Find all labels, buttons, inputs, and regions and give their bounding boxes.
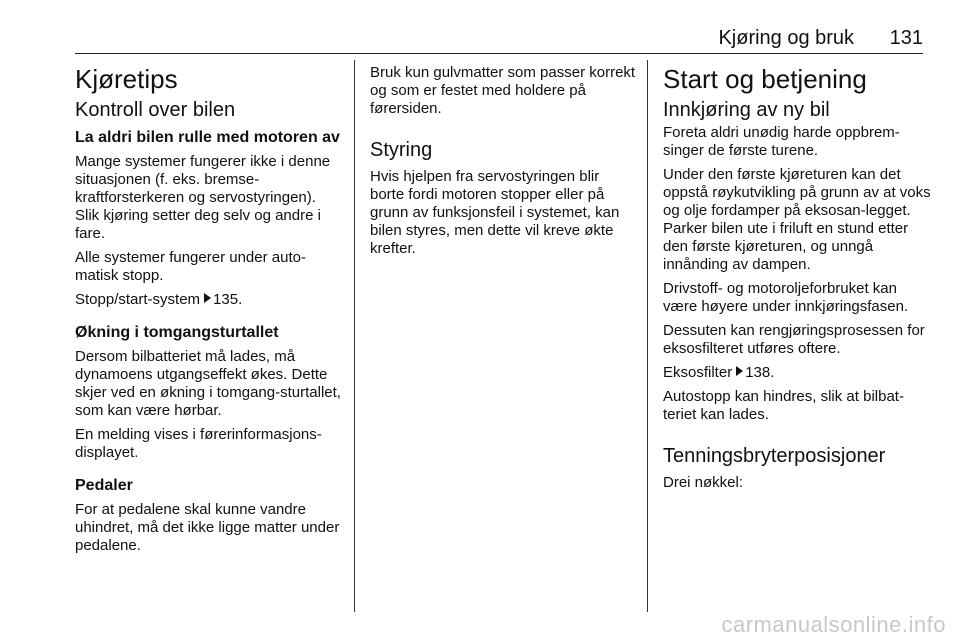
paragraph: En melding vises i førerinformasjons-displayet. bbox=[75, 426, 322, 461]
paragraph: Bruk kun gulvmatter som passer korrekt og som er festet med holdere på førersiden. bbox=[370, 64, 636, 117]
watermark: carmanualsonline.info bbox=[721, 612, 946, 637]
heading-innkjoring-av-ny-bil: Innkjøring av ny bil bbox=[663, 99, 830, 121]
paragraph: Hvis hjelpen fra servostyringen blir borte fordi motoren stopper eller på grunn av funksjonsfeil i systemet, kan bilen styres, men dette vil kreve økte krefter. bbox=[370, 168, 620, 257]
paragraph: Mange systemer fungerer ikke i denne situasjonen (f. eks. bremse-kraftforsterkeren og servostyringen). Slik kjøring setter deg selv og andre i fare. bbox=[75, 153, 331, 242]
heading-rulle-med-motoren-av: La aldri bilen rulle med motoren av bbox=[75, 129, 340, 146]
paragraph: For at pedalene skal kunne vandre uhindret, må det ikke ligge matter under pedalene. bbox=[75, 501, 340, 554]
chapter-title: Kjøring og bruk bbox=[718, 27, 855, 49]
paragraph: Foreta aldri unødig harde oppbrem-singer de første turene. bbox=[663, 124, 900, 159]
column-divider-1 bbox=[354, 60, 355, 612]
cross-reference-eksosfilter[interactable] bbox=[663, 364, 931, 382]
reference-text: Eksosfilter bbox=[663, 364, 733, 381]
paragraph: Dersom bilbatteriet må lades, må dynamoens utgangseffekt økes. Dette skjer ved en økning i tomgang-sturtallet, som kan være hørbar. bbox=[75, 348, 341, 419]
page-header bbox=[718, 26, 923, 50]
reference-text: Stopp/start-system bbox=[75, 291, 201, 308]
paragraph: Autostopp kan hindres, slik at bilbat-teriet kan lades. bbox=[663, 388, 904, 423]
heading-kontroll-over-bilen: Kontroll over bilen bbox=[75, 99, 236, 121]
column-2 bbox=[370, 64, 636, 264]
reference-arrow-icon bbox=[736, 366, 743, 376]
reference-page: 138. bbox=[745, 364, 775, 381]
paragraph: Drivstoff- og motoroljeforbruket kan være høyere under innkjøringsfasen. bbox=[663, 280, 909, 315]
heading-pedaler: Pedaler bbox=[75, 477, 133, 494]
reference-page: 135. bbox=[213, 291, 243, 308]
column-1 bbox=[75, 64, 343, 561]
cross-reference-stopp-start[interactable] bbox=[75, 291, 343, 309]
column-divider-2 bbox=[647, 60, 648, 612]
column-3 bbox=[663, 64, 931, 498]
heading-tenningsbryterposisjoner: Tenningsbryterposisjoner bbox=[663, 445, 886, 467]
page-number: 131 bbox=[889, 27, 923, 49]
heading-start-og-betjening: Start og betjening bbox=[663, 64, 867, 94]
paragraph: Dessuten kan rengjøringsprosessen for eksosfilteret utføres oftere. bbox=[663, 322, 925, 357]
reference-arrow-icon bbox=[204, 293, 211, 303]
paragraph: Under den første kjøreturen kan det oppstå røykutvikling på grunn av at voks og olje fordamper på eksosan-legget. Parker bilen ute i friluft en stund etter den første kjøreturen, og unngå innånding av dampen. bbox=[663, 166, 931, 273]
heading-styring: Styring bbox=[370, 139, 433, 161]
heading-okning-i-tomgangsturtallet: Økning i tomgangsturtallet bbox=[75, 324, 279, 341]
paragraph: Alle systemer fungerer under auto-matisk stopp. bbox=[75, 249, 306, 284]
heading-kjoretips: Kjøretips bbox=[75, 64, 178, 94]
header-rule bbox=[75, 53, 923, 54]
paragraph: Drei nøkkel: bbox=[663, 474, 744, 491]
